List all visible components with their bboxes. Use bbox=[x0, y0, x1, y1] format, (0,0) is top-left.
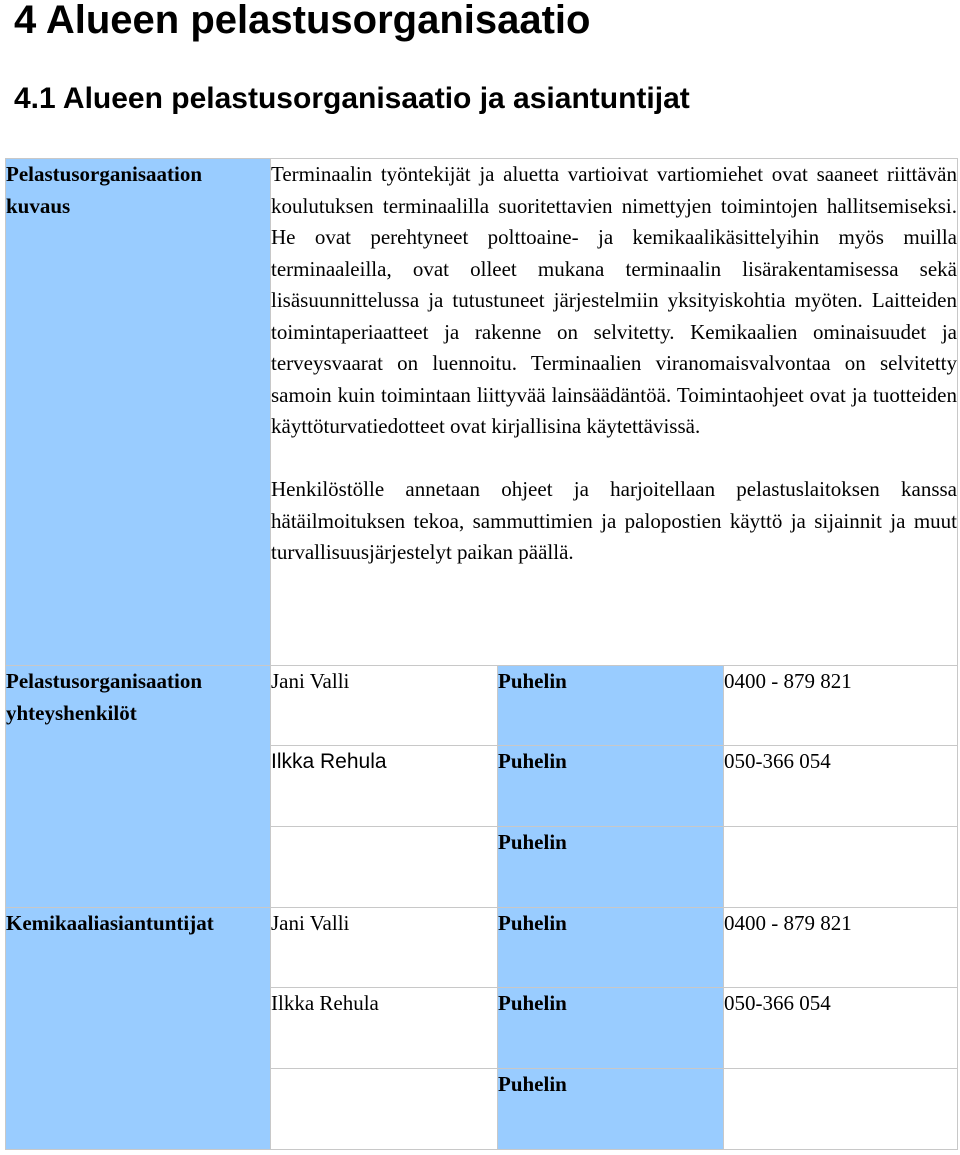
phone-label: Puhelin bbox=[498, 908, 724, 988]
page-title: 4 Alueen pelastusorganisaatio bbox=[14, 0, 591, 42]
section-title: 4.1 Alueen pelastusorganisaatio ja asiantuntijat bbox=[14, 82, 690, 115]
phone-number: 0400 - 879 821 bbox=[724, 908, 958, 988]
expert-name: Jani Valli bbox=[271, 908, 498, 988]
organisation-table bbox=[5, 158, 958, 1150]
phone-label: Puhelin bbox=[498, 666, 724, 746]
phone-label: Puhelin bbox=[498, 988, 724, 1069]
phone-number: 0400 - 879 821 bbox=[724, 666, 958, 746]
phone-number bbox=[724, 1069, 958, 1150]
contact-row bbox=[6, 666, 958, 746]
phone-label: Puhelin bbox=[498, 1069, 724, 1150]
phone-number: 050-366 054 bbox=[724, 746, 958, 827]
phone-number: 050-366 054 bbox=[724, 988, 958, 1069]
phone-label: Puhelin bbox=[498, 746, 724, 827]
description-row bbox=[6, 159, 958, 666]
expert-name: Ilkka Rehula bbox=[271, 988, 498, 1069]
expert-name bbox=[271, 1069, 498, 1150]
contacts-label: Pelastusorganisaation yhteyshenkilöt bbox=[6, 666, 271, 908]
contact-name bbox=[271, 827, 498, 908]
phone-label: Puhelin bbox=[498, 827, 724, 908]
phone-number bbox=[724, 827, 958, 908]
description-text bbox=[271, 159, 958, 666]
contact-name: Ilkka Rehula bbox=[271, 746, 498, 827]
description-paragraph: Henkilöstölle annetaan ohjeet ja harjoitellaan pelastuslaitoksen kanssa hätäilmoituksen tekoa, sammuttimien ja palopostien käyttö ja sijainnit ja muut turvallisuusjärjestelyt paikan päällä. bbox=[271, 477, 957, 564]
description-paragraph: Terminaalin työntekijät ja aluetta vartioivat vartiomiehet ovat saaneet riittävän koulutuksen terminaalilla suoritettavien nimettyjen toimintojen hallitsemiseksi. He ovat perehtyneet polttoaine- ja kemikaalikäsittelyihin myös muilla terminaaleilla, ovat olleet mukana terminaalin lisärakentamisessa sekä lisäsuunnittelussa ja tutustuneet järjestelmiin yksityiskohtia myöten. Laitteiden toimintaperiaatteet ja rakenne on selvitetty. Kemikaalien ominaisuudet ja terveysvaarat on luennoitu. Terminaalien viranomaisvalvontaa on selvitetty samoin kuin toimintaan liittyvää lainsäädäntöä. Toimintaohjeet ovat ja tuotteiden käyttöturvatiedotteet ovat kirjallisina käytettävissä. bbox=[271, 162, 957, 438]
description-label: Pelastusorganisaation kuvaus bbox=[6, 159, 271, 666]
expert-row bbox=[6, 908, 958, 988]
contact-name: Jani Valli bbox=[271, 666, 498, 746]
experts-label: Kemikaaliasiantuntijat bbox=[6, 908, 271, 1150]
